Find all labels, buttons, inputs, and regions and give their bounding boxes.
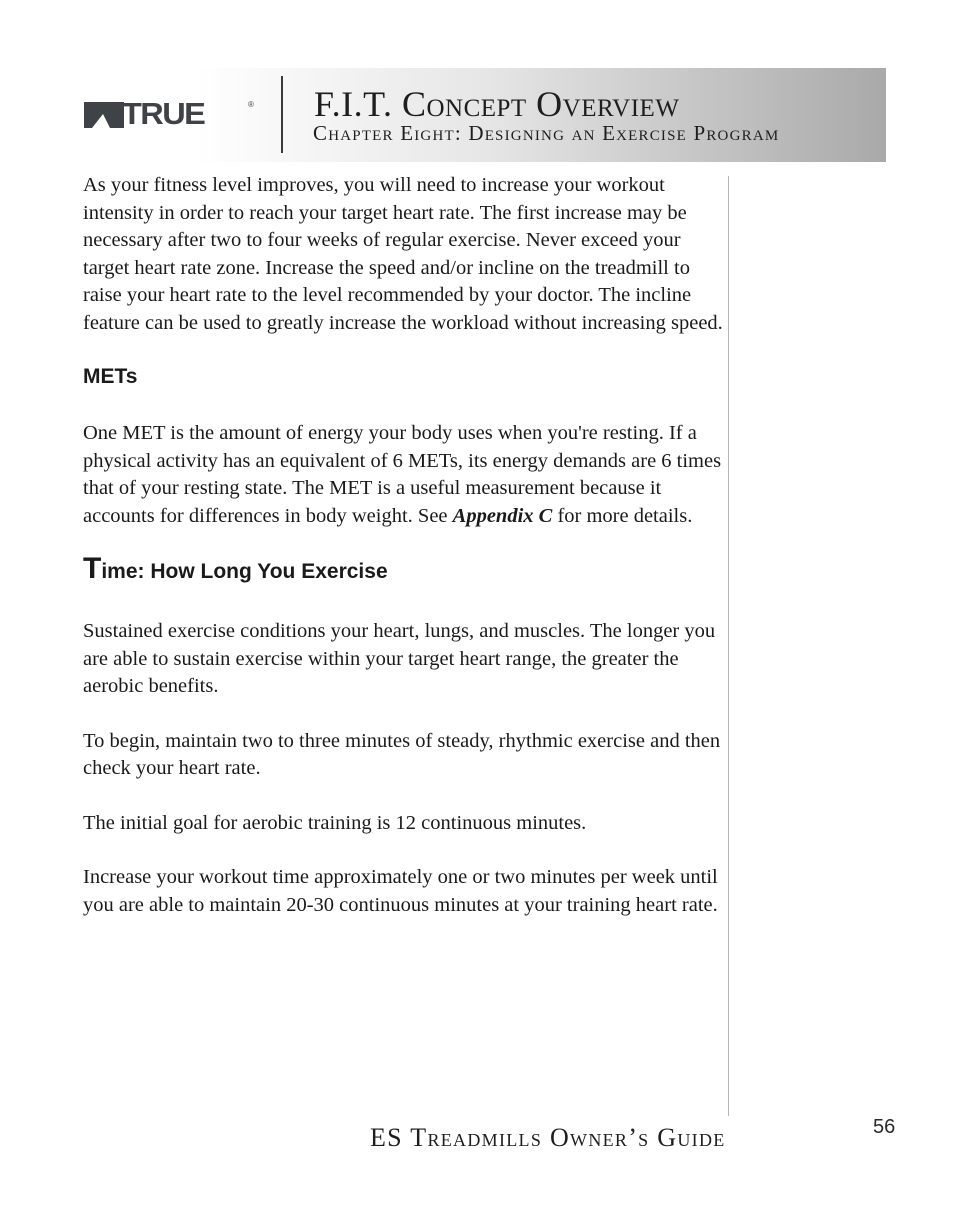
main-content	[83, 172, 723, 919]
time-heading-initial: T	[83, 552, 102, 585]
page-title: F.I.T. Concept Overview	[314, 84, 680, 124]
mets-text-before: One MET is the amount of energy your body uses when you're resting. If a physical activity has an equivalent of 6 METs, its energy demands are 6 times that of your resting state. The MET is a useful measurement because it accounts for differences in body weight. See	[83, 422, 722, 527]
true-logo	[84, 96, 254, 131]
logo-wordmark: TRUE	[122, 96, 205, 131]
logo-trademark: ®	[248, 100, 254, 109]
mets-paragraph	[83, 420, 723, 530]
intro-paragraph: As your fitness level improves, you will need to increase your workout intensity in order to reach your target heart rate. The first increase may be necessary after two to four weeks of regular exercise. Never exceed your target heart rate zone. Increase the speed and/or incline on the treadmill to raise your heart rate to the level recommended by your doctor. The incline feature can be used to greatly increase the workload without increasing speed.	[83, 174, 723, 334]
time-heading	[83, 552, 723, 589]
time-paragraph-2: To begin, maintain two to three minutes of steady, rhythmic exercise and then check your heart rate.	[83, 729, 721, 779]
footer-guide-title: ES Treadmills Owner’s Guide	[370, 1123, 726, 1152]
time-paragraph-1: Sustained exercise conditions your heart, lungs, and muscles. The longer you are able to sustain exercise within your target heart range, the greater the aerobic benefits.	[83, 620, 716, 697]
header-divider	[281, 76, 283, 153]
mets-text-after: for more details.	[552, 504, 693, 527]
time-paragraph-4: Increase your workout time approximately one or two minutes per week until you are able to maintain 20-30 continuous minutes at your training heart rate.	[83, 866, 718, 916]
page-number: 56	[873, 1116, 896, 1138]
appendix-c-reference: Appendix C	[452, 504, 553, 527]
time-paragraph-3: The initial goal for aerobic training is 12 continuous minutes.	[83, 811, 587, 834]
time-heading-rest: ime: How Long You Exercise	[101, 560, 388, 583]
mets-heading: METs	[83, 365, 138, 388]
column-divider	[728, 176, 729, 1116]
true-logo-mark-icon	[84, 102, 124, 128]
chapter-subtitle: Chapter Eight: Designing an Exercise Program	[313, 121, 780, 145]
